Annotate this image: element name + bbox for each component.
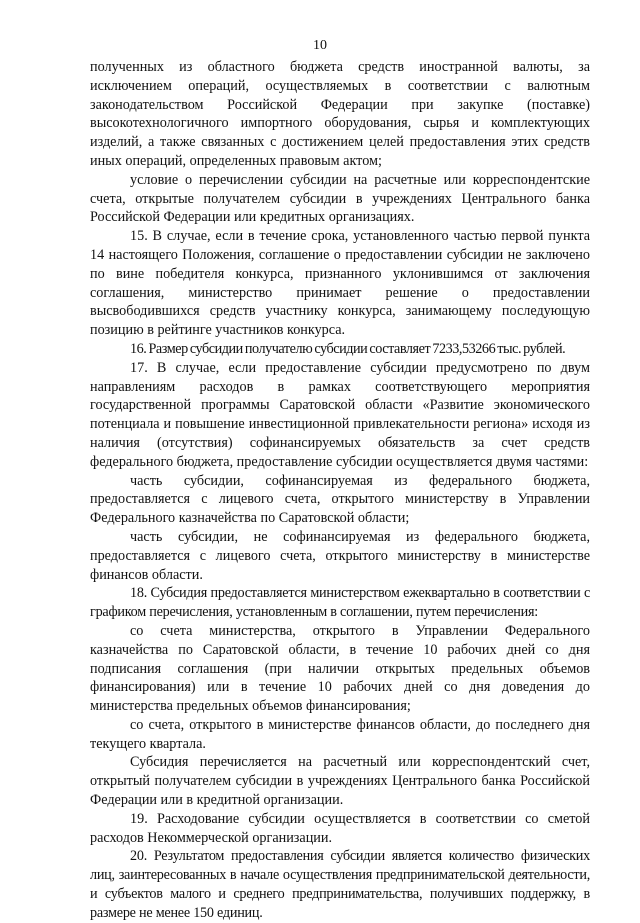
paragraph-19: 19. Расходование субсидии осуществляется в соответствии со сметой расходов Некоммерческой организации. [90, 810, 590, 846]
paragraph-17-federal-part: часть субсидии, софинансируемая из федерального бюджета, предоставляется с лицевого счета, открытого министерству в Управлении Федерального казначейства по Саратовской области; [90, 472, 590, 527]
paragraph-15: 15. В случае, если в течение срока, установленного частью первой пункта 14 настоящего Положения, соглашение о предоставлении субсидии не заключено по вине победителя конкурса, признанного уклонившимся от заключения соглашения, министерство принимает решение о предоставлении высвободившихся средств участнику конкурса, занимающему последующую позицию в рейтинге участников конкурса. [90, 228, 590, 339]
paragraph-20: 20. Результатом предоставления субсидии является количество физических лиц, заинтересованных в начале осуществления предпринимательской деятельности, и субъектов малого и среднего предпринимательства, получивших поддержку, в размере не менее 150 единиц. [90, 848, 590, 921]
paragraph-foreign-currency-condition: полученных из областного бюджета средств иностранной валюты, за исключением операций, осуществляемых в соответствии с валютным законодательством Российской Федерации при закупке (поставке) высокотехнологичного импортного оборудования, сырья и комплектующих изделий, а также связанных с достижением целей предоставления этих средств иных операций, определенных правовым актом; [90, 59, 590, 169]
paragraph-18: 18. Субсидия предоставляется министерством ежеквартально в соответствии с графиком перечисления, установленным в соглашении, путем перечисления: [90, 585, 590, 621]
paragraph-17: 17. В случае, если предоставление субсидии предусмотрено по двум направлениям расходов в рамках соответствующего мероприятия государственной программы Саратовской области «Развитие экономического потенциала и повышение инвестиционной привлекательности региона» исходя из наличия (отсутствия) софинансируемых обязательств за счет средств федерального бюджета, предоставление субсидии осуществляется двумя частями: [90, 359, 590, 470]
paragraph-18-transfer-account: Субсидия перечисляется на расчетный или корреспондентский счет, открытый получателем субсидии в учреждениях Центрального банка Российской Федерации или в кредитной организации. [90, 754, 590, 809]
paragraph-18-treasury-account: со счета министерства, открытого в Управлении Федерального казначейства по Саратовской области, в течение 10 рабочих дней со дня подписания соглашения (при наличии открытых предельных объемов финансирования) или в течение 10 рабочих дней со дня доведения до министерства предельных объемов финансирования; [90, 622, 590, 715]
paragraph-18-finance-ministry-account: со счета, открытого в министерстве финансов области, до последнего дня текущего квартала. [90, 716, 590, 752]
paragraph-settlement-accounts-condition: условие о перечислении субсидии на расчетные или корреспондентские счета, открытые получателем субсидии в учреждениях Центрального банка Российской Федерации или кредитных организациях. [90, 171, 590, 226]
paragraph-17-regional-part: часть субсидии, не софинансируемая из федерального бюджета, предоставляется с лицевого счета, открытого министерству в министерстве финансов области. [90, 528, 590, 583]
paragraph-16: 16. Размер субсидии получателю субсидии составляет 7233,53266 тыс. рублей. [130, 340, 566, 357]
page-number: 10 [313, 38, 327, 53]
document-body [90, 58, 590, 923]
